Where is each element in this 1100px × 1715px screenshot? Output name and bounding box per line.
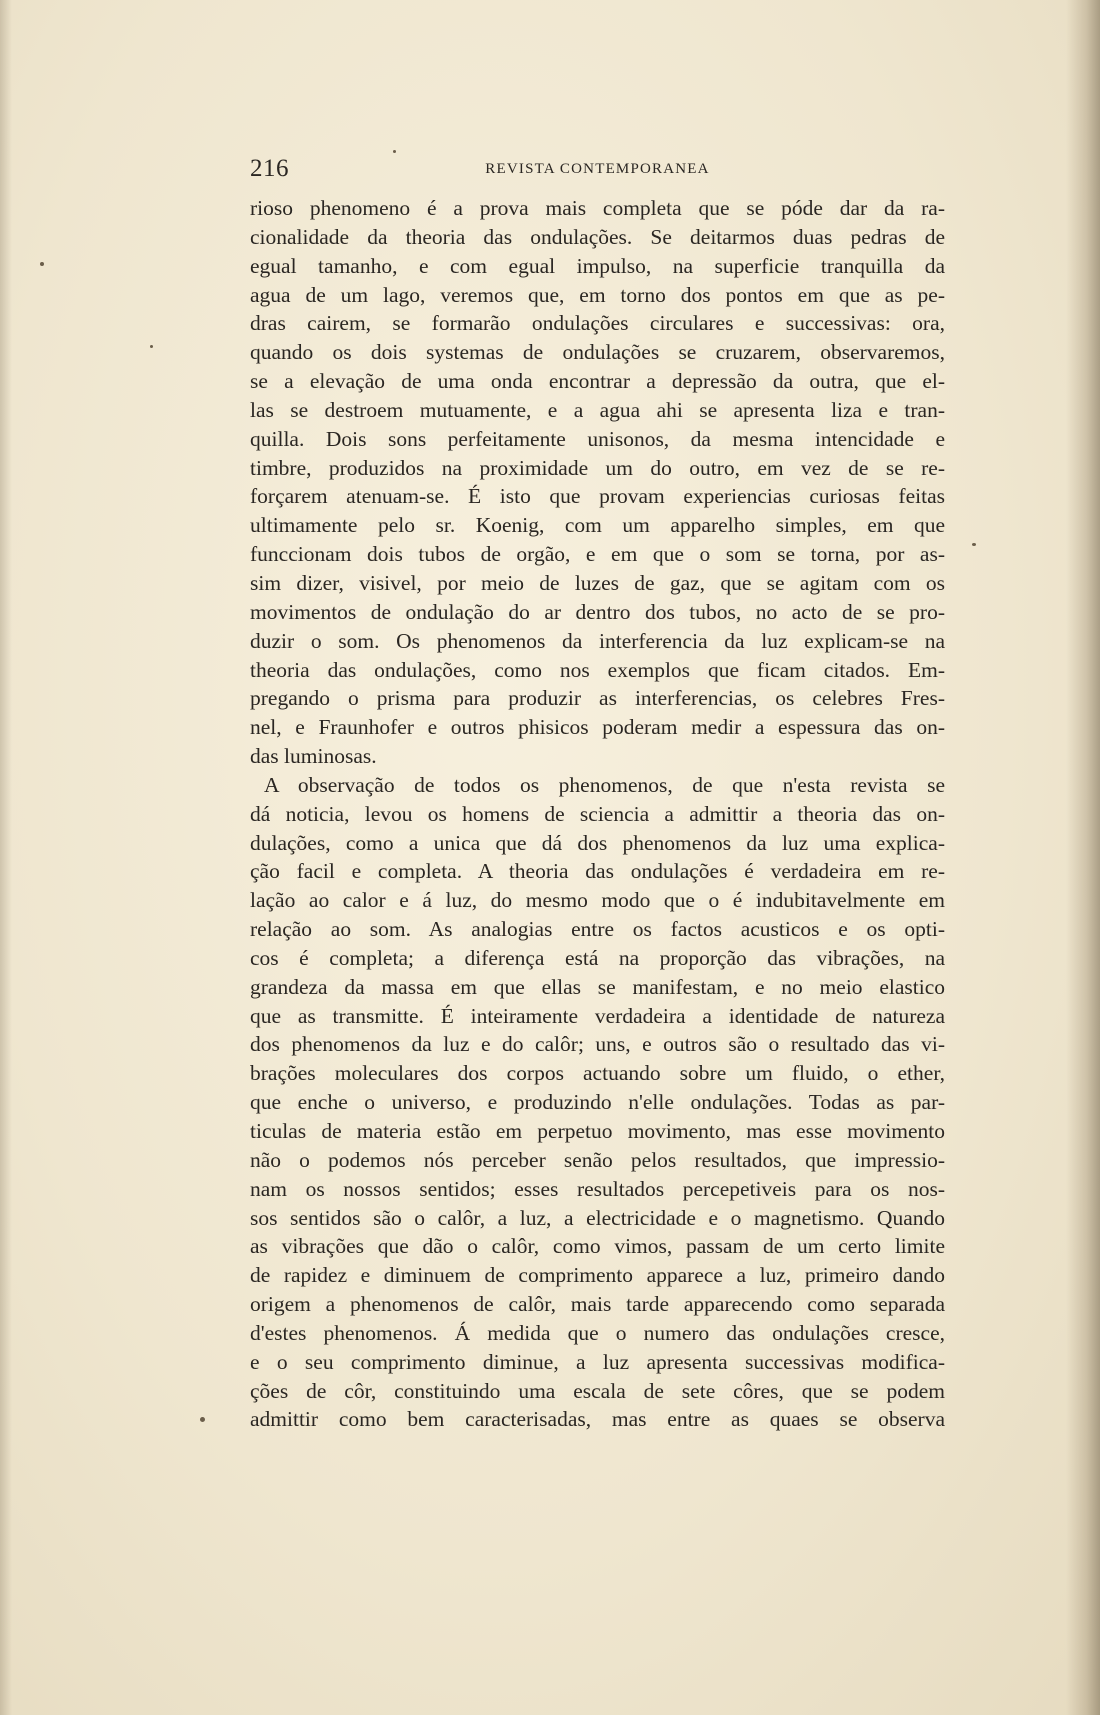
text-line: grandeza da massa em que ellas se manifestam, e no meio elastico xyxy=(250,974,945,999)
text-line: dá noticia, levou os homens de sciencia a admittir a theoria das on- xyxy=(250,801,945,826)
text-line: duzir o som. Os phenomenos da interferencia da luz explicam-se na xyxy=(250,628,945,653)
body-text xyxy=(250,194,945,1434)
text-line: de rapidez e diminuem de comprimento apparece a luz, primeiro dando xyxy=(250,1263,945,1288)
text-line: se a elevação de uma onda encontrar a depressão da outra, que el- xyxy=(250,369,945,394)
text-line: timbre, produzidos na proximidade um do outro, em vez de se re- xyxy=(250,455,945,480)
text-line: brações moleculares dos corpos actuando sobre um fluido, o ether, xyxy=(250,1061,945,1086)
text-line: sos sentidos são o calôr, a luz, a electricidade e o magnetismo. Quando xyxy=(250,1205,945,1230)
text-line: admittir como bem caracterisadas, mas entre as quaes se observa xyxy=(250,1407,945,1432)
text-line: nel, e Fraunhofer e outros phisicos poderam medir a espessura das on- xyxy=(250,715,945,740)
text-line: as vibrações que dão o calôr, como vimos, passam de um certo limite xyxy=(250,1234,945,1259)
text-line: ções de côr, constituindo uma escala de sete côres, que se podem xyxy=(250,1378,945,1403)
page-number: 216 xyxy=(250,155,289,182)
text-line: movimentos de ondulação do ar dentro dos tubos, no acto de se pro- xyxy=(250,599,945,624)
text-line: forçarem atenuam-se. É isto que provam experiencias curiosas feitas xyxy=(250,484,945,509)
text-line: relação ao som. As analogias entre os factos acusticos e os opti- xyxy=(250,917,945,942)
paper-speck xyxy=(40,262,44,266)
text-line: d'estes phenomenos. Á medida que o numero das ondulações cresce, xyxy=(250,1320,945,1345)
text-line: sim dizer, visivel, por meio de luzes de gaz, que se agitam com os xyxy=(250,570,945,595)
text-line: rioso phenomeno é a prova mais completa que se póde dar da ra- xyxy=(250,196,945,220)
text-line: dos phenomenos da luz e do calôr; uns, e outros são o resultado das vi- xyxy=(250,1032,945,1057)
text-line: que as transmitte. É inteiramente verdadeira a identidade de natureza xyxy=(250,1003,945,1028)
text-line: dulações, como a unica que dá dos phenomenos da luz uma explica- xyxy=(250,830,945,855)
running-head xyxy=(250,155,945,185)
paper-speck xyxy=(972,543,976,546)
page-left-edge xyxy=(0,0,12,1715)
text-line: ção facil e completa. A theoria das ondulações é verdadeira em re- xyxy=(250,859,945,884)
paper-speck xyxy=(150,345,153,348)
text-line: quilla. Dois sons perfeitamente unisonos, da mesma intencidade e xyxy=(250,426,945,451)
text-line: nam os nossos sentidos; esses resultados percepetiveis para os nos- xyxy=(250,1176,945,1201)
text-line: lação ao calor e á luz, do mesmo modo que o é indubitavelmente em xyxy=(250,888,945,913)
paper-speck xyxy=(393,150,396,153)
paper-speck xyxy=(200,1417,205,1422)
text-line: origem a phenomenos de calôr, mais tarde apparecendo como separada xyxy=(250,1292,945,1317)
text-line: não o podemos nós perceber senão pelos resultados, que impressio- xyxy=(250,1147,945,1172)
text-line: agua de um lago, veremos que, em torno dos pontos em que as pe- xyxy=(250,282,945,307)
text-line: cos é completa; a diferença está na proporção das vibrações, na xyxy=(250,945,945,970)
text-line: funccionam dois tubos de orgão, e em que o som se torna, por as- xyxy=(250,542,945,567)
page-gutter-shadow xyxy=(1066,0,1100,1715)
text-line: das luminosas. xyxy=(250,744,377,769)
journal-title: REVISTA CONTEMPORANEA xyxy=(485,161,710,177)
text-line: egual tamanho, e com egual impulso, na superficie tranquilla da xyxy=(250,253,945,278)
text-line: quando os dois systemas de ondulações se cruzarem, observaremos, xyxy=(250,340,945,365)
text-line: ultimamente pelo sr. Koenig, com um apparelho simples, em que xyxy=(250,513,945,538)
text-line: ticulas de materia estão em perpetuo movimento, mas esse movimento xyxy=(250,1119,945,1143)
text-line: las se destroem mutuamente, e a agua ahi se apresenta liza e tran- xyxy=(250,397,945,422)
text-line: theoria das ondulações, como nos exemplos que ficam citados. Em- xyxy=(250,657,945,682)
text-line: dras cairem, se formarão ondulações circulares e successivas: ora, xyxy=(250,311,945,336)
text-line: e o seu comprimento diminue, a luz apresenta successivas modifica- xyxy=(250,1349,945,1374)
text-line: A observação de todos os phenomenos, de que n'esta revista se xyxy=(264,772,945,797)
text-line: que enche o universo, e produzindo n'elle ondulações. Todas as par- xyxy=(250,1090,945,1115)
text-line: cionalidade da theoria das ondulações. Se deitarmos duas pedras de xyxy=(250,224,945,249)
text-line: pregando o prisma para produzir as interferencias, os celebres Fres- xyxy=(250,686,945,711)
